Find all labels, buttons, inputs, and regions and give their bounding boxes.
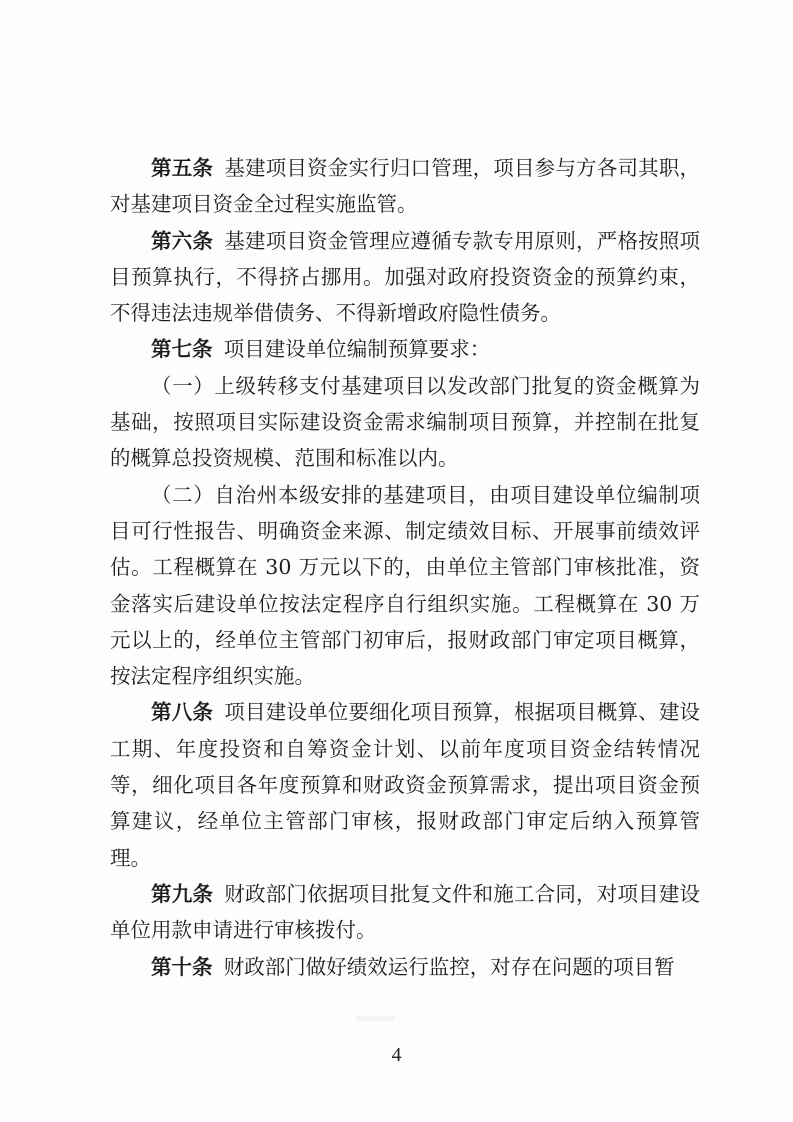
article-text: 项目建设单位编制预算要求： (223, 337, 491, 362)
article-heading: 第七条 (151, 337, 213, 362)
article-text: 财政部门做好绩效运行监控，对存在问题的项目暂 (223, 954, 675, 979)
article-5 (110, 150, 700, 223)
article-text: 基建项目资金实行归口管理，项目参与方各司其职，对基建项目资金全过程实施监管。 (110, 156, 701, 217)
article-6 (110, 223, 700, 332)
article-text: 财政部门依据项目批复文件和施工合同，对项目建设单位用款申请进行审核拨付。 (110, 881, 701, 943)
article-8 (110, 694, 700, 875)
article-heading: 第十条 (151, 954, 213, 979)
page-number: 4 (391, 1044, 402, 1066)
article-text: 项目建设单位要细化项目预算，根据项目概算、建设工期、年度投资和自筹资金计划、以前年度项目资金结转情况等，细化项目各年度预算和财政资金预算需求，提出项目资金预算建议，经单位主管部门审核，报财政部门审定后纳入预算管理。 (110, 700, 701, 870)
article-7-item-1 (110, 368, 700, 477)
article-9 (110, 876, 700, 949)
article-7 (110, 331, 700, 367)
article-text: 基建项目资金管理应遵循专款专用原则，严格按照项目预算执行，不得挤占挪用。加强对政府投资资金的预算约束，不得违法违规举借债务、不得新增政府隐性债务。 (110, 228, 701, 326)
article-7-item-2 (110, 477, 700, 695)
item-text: （二）自治州本级安排的基建项目，由项目建设单位编制项目可行性报告、明确资金来源、制定绩效目标、开展事前绩效评估。工程概算在 30 万元以下的，由单位主管部门审核批准，资金落实后建设单位按法定程序自行组织实施。工程概算在 30 万元以上的，经单位主管部门初审后，报财政部门审定项目概算，按法定程序组织实施。 (110, 482, 700, 689)
article-10 (110, 949, 700, 985)
scan-artifact (355, 1016, 395, 1021)
document-body (110, 150, 700, 985)
article-heading: 第八条 (151, 700, 214, 725)
item-text: （一）上级转移支付基建项目以发改部门批复的资金概算为基础，按照项目实际建设资金需求编制项目预算，并控制在批复的概算总投资规模、范围和标准以内。 (110, 373, 700, 471)
article-heading: 第九条 (151, 881, 214, 906)
article-heading: 第六条 (151, 228, 214, 253)
article-heading: 第五条 (151, 156, 214, 180)
